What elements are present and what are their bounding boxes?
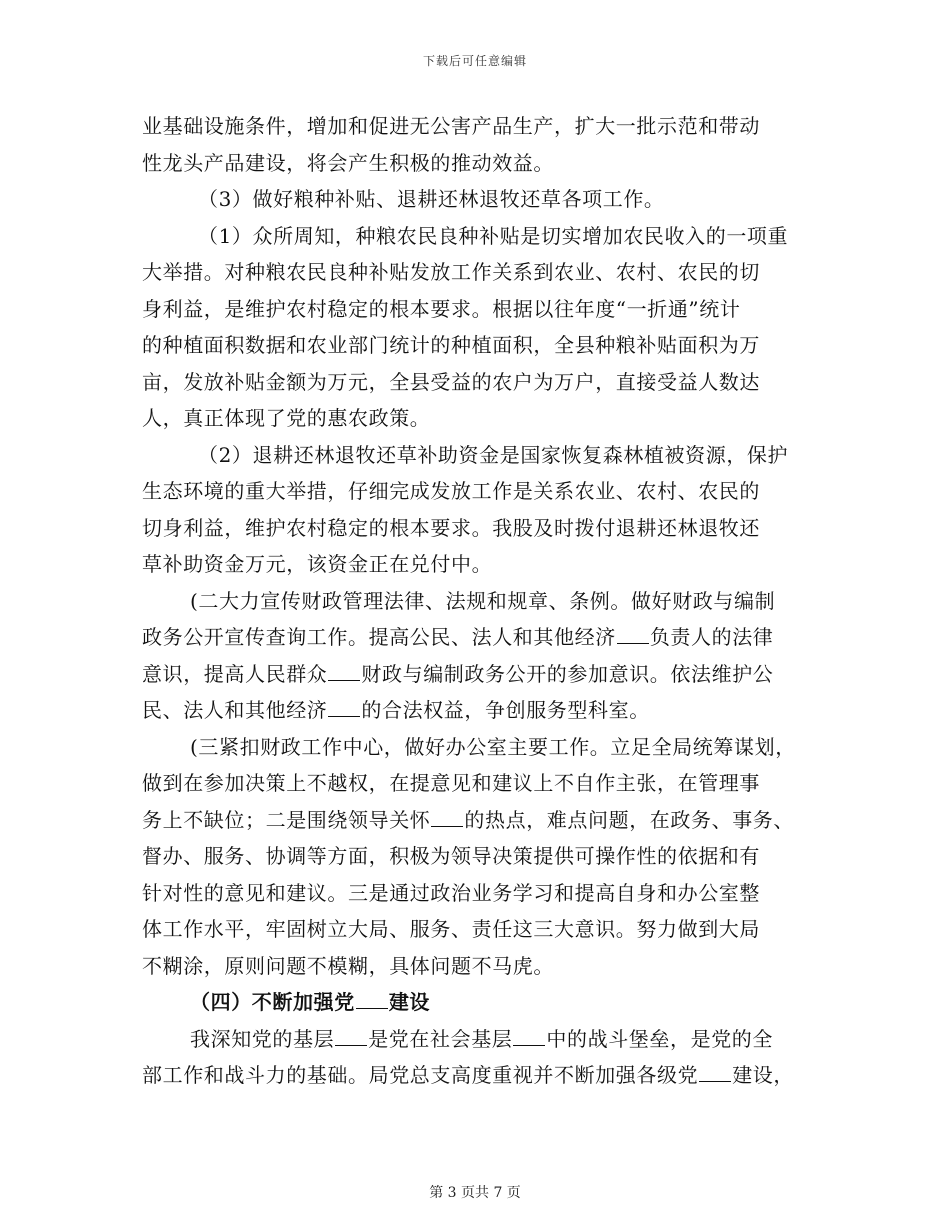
text-line: 政务公开宣传查询工作。提高公民、法人和其他经济 负责人的法律 — [142, 625, 774, 649]
text-line: 务上不缺位；二是围绕领导关怀 的热点，难点问题，在政务、事务、 — [142, 807, 795, 832]
document-body — [142, 108, 832, 1094]
fill-blank — [356, 992, 388, 1009]
text-line: 部工作和战斗力的基础。局党总支高度重视并不断加强各级党 建设， — [142, 1063, 795, 1087]
text-line: 切身利益，维护农村稳定的根本要求。我股及时拨付退耕还林退牧还 — [142, 515, 760, 540]
page-footer: 第 3 页共 7 页 — [429, 1185, 521, 1201]
fill-blank — [335, 1029, 367, 1046]
text-line: 身利益，是维护农村稳定的根本要求。根据以往年度“一折通”统计 — [142, 296, 741, 321]
text-line: 意识，提高人民群众 财政与编制政务公开的参加意识。依法维护公 — [142, 661, 774, 686]
text-line: 生态环境的重大举措，仔细完成发放工作是关系农业、农村、农民的 — [142, 479, 760, 503]
text-line: 我深知党的基层 是党在社会基层 中的战斗堡垒，是党的全 — [190, 1026, 774, 1051]
fill-blank — [431, 810, 463, 827]
text-line: (二大力宣传财政管理法律、法规和规章、条例。做好财政与编制 — [190, 588, 776, 613]
text-line: 草补助资金万元，该资金正在兑付中。 — [142, 552, 493, 576]
text-line: 不糊涂，原则问题不模糊，具体问题不马虎。 — [142, 953, 554, 978]
page-header: 下载后可任意编辑 — [422, 54, 527, 68]
fill-blank — [617, 627, 649, 644]
text-line: （3）做好粮种补贴、退耕还林退牧还草各项工作。 — [198, 187, 665, 211]
text-line: 亩，发放补贴金额为万元，全县受益的农户为万户，直接受益人数达 — [142, 369, 760, 394]
text-line: 针对性的意见和建议。三是通过政治业务学习和提高自身和办公室整 — [142, 880, 760, 905]
fill-blank — [513, 1029, 545, 1046]
text-line: (三紧扣财政工作中心，做好办公室主要工作。立足全局统筹谋划， — [190, 734, 796, 759]
text-line: 业基础设施条件，增加和促进无公害产品生产，扩大一批示范和带动 — [142, 114, 760, 138]
text-line: （1）众所周知，种粮农民良种补贴是切实增加农民收入的一项重 — [198, 223, 789, 248]
text-line: （2）退耕还林退牧还草补助资金是国家恢复森林植被资源，保护 — [198, 442, 789, 467]
text-line: 民、法人和其他经济 的合法权益，争创服务型科室。 — [142, 698, 650, 722]
text-line: 体工作水平，牢固树立大局、服务、责任这三大意识。努力做到大局 — [142, 917, 760, 941]
text-line: 性龙头产品建设，将会产生积极的推动效益。 — [142, 150, 554, 175]
text-line: 大举措。对种粮农民良种补贴发放工作关系到农业、农村、农民的切 — [142, 260, 760, 284]
fill-blank — [328, 700, 360, 717]
fill-blank — [699, 1065, 731, 1082]
text-line: 的种植面积数据和农业部门统计的种植面积，全县种粮补贴面积为万 — [142, 333, 760, 357]
text-line: 人，真正体现了党的惠农政策。 — [142, 406, 431, 430]
text-line: （四）不断加强党 建设 — [190, 990, 431, 1014]
fill-blank — [328, 664, 360, 681]
text-line: 做到在参加决策上不越权，在提意见和建议上不自作主张，在管理事 — [142, 771, 760, 795]
text-line: 督办、服务、协调等方面，积极为领导决策提供可操作性的依据和有 — [142, 844, 760, 868]
